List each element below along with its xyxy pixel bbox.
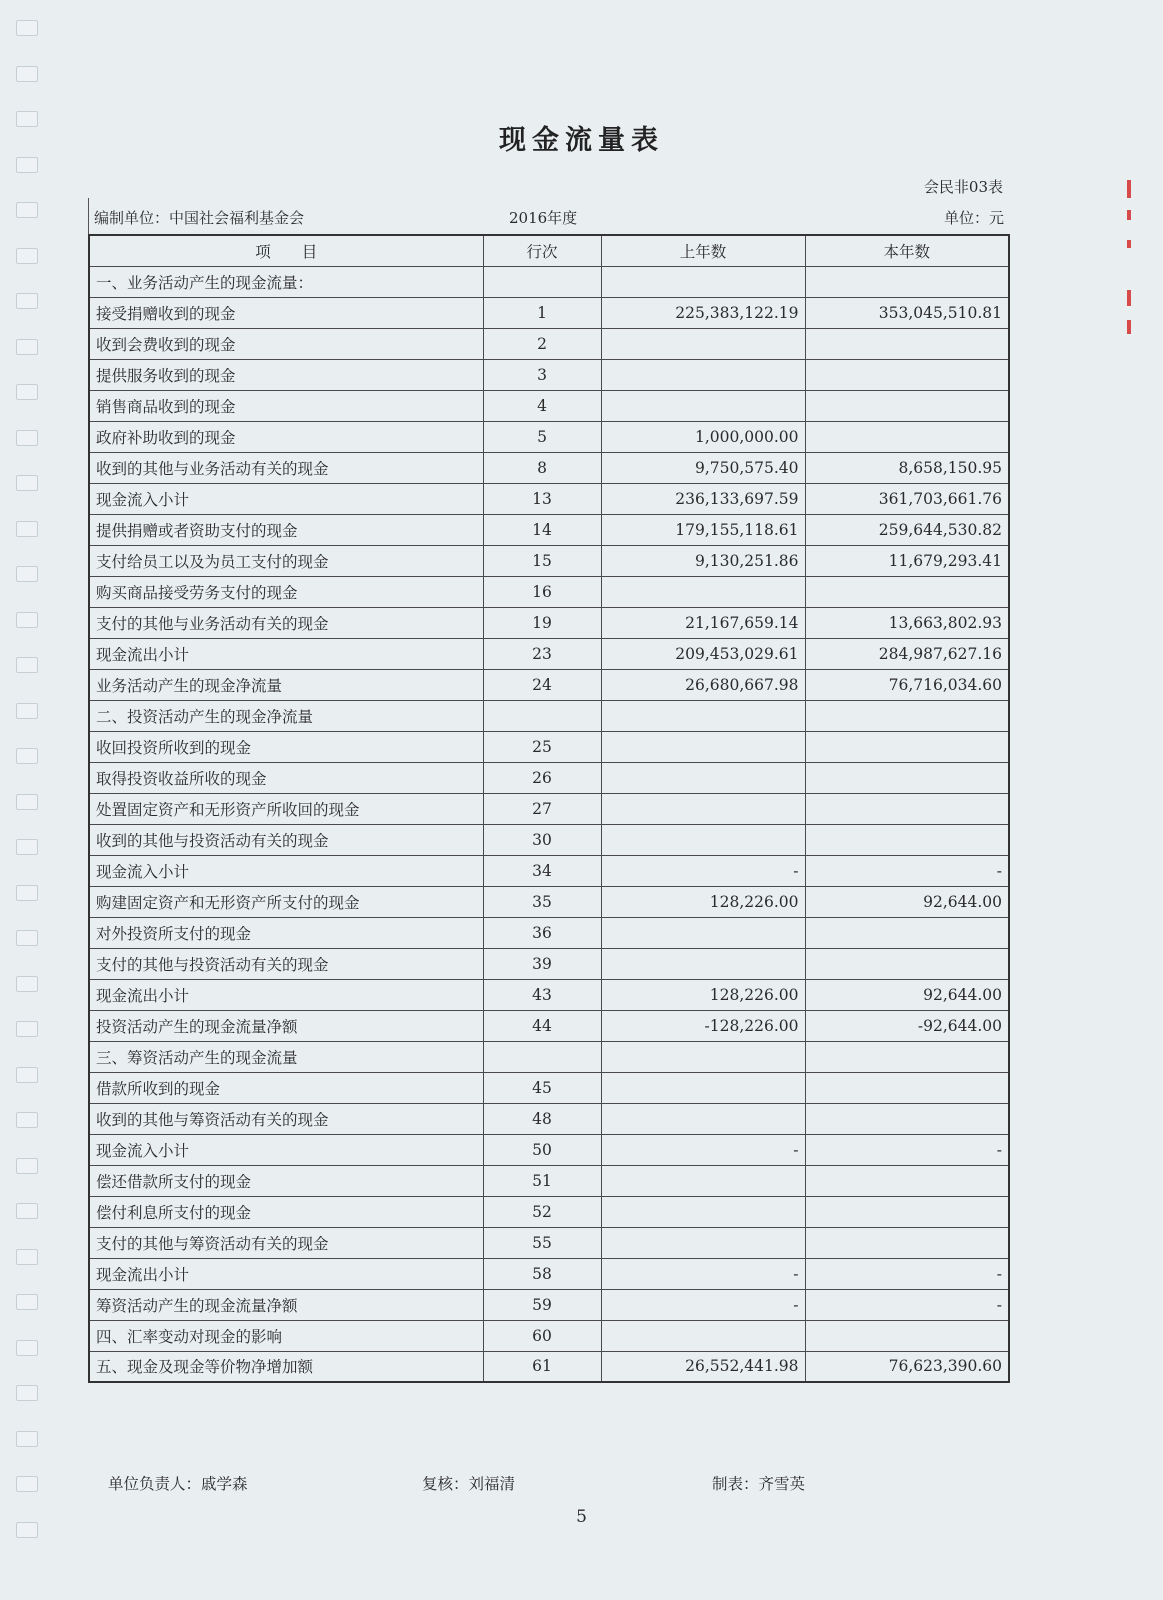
signoff-prepared: 制表：齐雪英 [712, 1475, 806, 1493]
table-row [89, 297, 1009, 328]
row-prev-year: 209,453,029.61 [601, 638, 805, 669]
row-curr-year: 92,644.00 [805, 886, 1009, 917]
row-item: 投资活动产生的现金流量净额 [89, 1010, 483, 1041]
row-item: 一、业务活动产生的现金流量： [89, 266, 483, 297]
row-curr-year: 361,703,661.76 [805, 483, 1009, 514]
page-title: 现金流量表 [499, 125, 664, 156]
table-row [89, 1227, 1009, 1258]
row-prev-year [601, 1103, 805, 1134]
table-row [89, 514, 1009, 545]
row-item: 二、投资活动产生的现金净流量 [89, 700, 483, 731]
row-curr-year [805, 1227, 1009, 1258]
binding-hole [16, 566, 38, 582]
table-row [89, 669, 1009, 700]
header-rule [88, 198, 89, 234]
page-number: 5 [576, 1507, 587, 1527]
row-item: 收到会费收到的现金 [89, 328, 483, 359]
row-curr-year: 284,987,627.16 [805, 638, 1009, 669]
table-row [89, 452, 1009, 483]
row-item: 支付给员工以及为员工支付的现金 [89, 545, 483, 576]
row-line: 43 [483, 979, 601, 1010]
binding-hole [16, 1385, 38, 1401]
row-line: 58 [483, 1258, 601, 1289]
row-line: 30 [483, 824, 601, 855]
row-line: 1 [483, 297, 601, 328]
binding-hole [16, 1203, 38, 1219]
row-prev-year [601, 1227, 805, 1258]
binding-hole [16, 1476, 38, 1492]
signoff-head: 单位负责人：戚学森 [108, 1475, 248, 1493]
table-row [89, 1041, 1009, 1072]
row-line: 19 [483, 607, 601, 638]
row-prev-year [601, 1196, 805, 1227]
table-row [89, 948, 1009, 979]
row-line: 5 [483, 421, 601, 452]
binding-hole [16, 339, 38, 355]
binding-hole [16, 430, 38, 446]
row-item: 支付的其他与筹资活动有关的现金 [89, 1227, 483, 1258]
row-curr-year: - [805, 855, 1009, 886]
row-prev-year: 21,167,659.14 [601, 607, 805, 638]
row-prev-year: - [601, 1258, 805, 1289]
row-item: 提供服务收到的现金 [89, 359, 483, 390]
row-line: 4 [483, 390, 601, 421]
row-line: 27 [483, 793, 601, 824]
table-row [89, 979, 1009, 1010]
row-item: 购买商品接受劳务支付的现金 [89, 576, 483, 607]
row-item: 借款所收到的现金 [89, 1072, 483, 1103]
table-row [89, 421, 1009, 452]
report-year: 2016年度 [509, 209, 578, 227]
table-row [89, 607, 1009, 638]
row-item: 现金流入小计 [89, 483, 483, 514]
table-row [89, 1351, 1009, 1382]
binding-hole [16, 612, 38, 628]
cash-flow-table [88, 234, 1010, 1383]
row-line: 16 [483, 576, 601, 607]
row-prev-year: 236,133,697.59 [601, 483, 805, 514]
row-line: 55 [483, 1227, 601, 1258]
row-item: 偿付利息所支付的现金 [89, 1196, 483, 1227]
row-line: 60 [483, 1320, 601, 1351]
binding-hole [16, 748, 38, 764]
row-line: 45 [483, 1072, 601, 1103]
col-header-prev: 上年数 [601, 235, 805, 266]
row-line: 36 [483, 917, 601, 948]
binding-hole [16, 248, 38, 264]
row-curr-year [805, 1041, 1009, 1072]
row-line: 26 [483, 762, 601, 793]
table-row [89, 824, 1009, 855]
row-item: 收回投资所收到的现金 [89, 731, 483, 762]
row-curr-year [805, 421, 1009, 452]
row-curr-year [805, 1196, 1009, 1227]
row-curr-year [805, 1072, 1009, 1103]
row-item: 政府补助收到的现金 [89, 421, 483, 452]
row-prev-year: 1,000,000.00 [601, 421, 805, 452]
row-prev-year: 128,226.00 [601, 979, 805, 1010]
row-line: 34 [483, 855, 601, 886]
binding-hole [16, 885, 38, 901]
row-item: 现金流入小计 [89, 855, 483, 886]
row-curr-year: 8,658,150.95 [805, 452, 1009, 483]
row-curr-year [805, 1103, 1009, 1134]
row-curr-year: - [805, 1134, 1009, 1165]
row-prev-year: 9,750,575.40 [601, 452, 805, 483]
row-prev-year [601, 731, 805, 762]
table-row [89, 1258, 1009, 1289]
row-item: 现金流出小计 [89, 638, 483, 669]
row-line: 24 [483, 669, 601, 700]
binding-hole [16, 976, 38, 992]
row-item: 支付的其他与业务活动有关的现金 [89, 607, 483, 638]
row-item: 处置固定资产和无形资产所收回的现金 [89, 793, 483, 824]
row-line: 35 [483, 886, 601, 917]
row-line: 25 [483, 731, 601, 762]
table-row [89, 390, 1009, 421]
row-curr-year [805, 731, 1009, 762]
row-line: 39 [483, 948, 601, 979]
table-row [89, 1196, 1009, 1227]
col-header-item: 项 目 [89, 235, 483, 266]
table-row [89, 1072, 1009, 1103]
row-line: 23 [483, 638, 601, 669]
table-row [89, 576, 1009, 607]
row-curr-year: 259,644,530.82 [805, 514, 1009, 545]
table-row [89, 328, 1009, 359]
binding-hole [16, 794, 38, 810]
row-curr-year [805, 948, 1009, 979]
row-line: 15 [483, 545, 601, 576]
binding-hole [16, 66, 38, 82]
row-line: 3 [483, 359, 601, 390]
table-row [89, 700, 1009, 731]
row-item: 提供捐赠或者资助支付的现金 [89, 514, 483, 545]
row-prev-year [601, 328, 805, 359]
org-name: 编制单位：中国社会福利基金会 [94, 209, 305, 227]
table-row [89, 793, 1009, 824]
row-line: 52 [483, 1196, 601, 1227]
row-curr-year: 353,045,510.81 [805, 297, 1009, 328]
row-line: 59 [483, 1289, 601, 1320]
table-row [89, 1289, 1009, 1320]
row-item: 收到的其他与业务活动有关的现金 [89, 452, 483, 483]
binding-hole [16, 1067, 38, 1083]
binding-hole [16, 1249, 38, 1265]
row-item: 销售商品收到的现金 [89, 390, 483, 421]
row-item: 收到的其他与筹资活动有关的现金 [89, 1103, 483, 1134]
row-curr-year [805, 1165, 1009, 1196]
currency-unit: 单位：元 [943, 209, 1004, 227]
binding-hole [16, 1158, 38, 1174]
binding-hole [16, 1112, 38, 1128]
col-header-curr: 本年数 [805, 235, 1009, 266]
binding-hole [16, 521, 38, 537]
row-line [483, 700, 601, 731]
row-curr-year [805, 700, 1009, 731]
row-prev-year [601, 1320, 805, 1351]
row-prev-year: 128,226.00 [601, 886, 805, 917]
row-item: 偿还借款所支付的现金 [89, 1165, 483, 1196]
row-line [483, 1041, 601, 1072]
row-curr-year [805, 762, 1009, 793]
row-item: 对外投资所支付的现金 [89, 917, 483, 948]
binding-hole [16, 202, 38, 218]
table-row [89, 1165, 1009, 1196]
binding-hole [16, 703, 38, 719]
row-item: 购建固定资产和无形资产所支付的现金 [89, 886, 483, 917]
seal-edge [1127, 180, 1133, 350]
binding-hole [16, 293, 38, 309]
row-item: 业务活动产生的现金净流量 [89, 669, 483, 700]
row-prev-year [601, 917, 805, 948]
row-curr-year: - [805, 1258, 1009, 1289]
row-prev-year [601, 390, 805, 421]
row-prev-year [601, 359, 805, 390]
row-prev-year [601, 700, 805, 731]
row-curr-year [805, 824, 1009, 855]
row-curr-year [805, 1320, 1009, 1351]
row-item: 收到的其他与投资活动有关的现金 [89, 824, 483, 855]
binding-hole [16, 1294, 38, 1310]
row-line: 51 [483, 1165, 601, 1196]
table-body [89, 266, 1009, 1382]
row-prev-year [601, 1165, 805, 1196]
binding-hole [16, 657, 38, 673]
binding-hole [16, 1021, 38, 1037]
row-curr-year [805, 793, 1009, 824]
row-curr-year: -92,644.00 [805, 1010, 1009, 1041]
row-line [483, 266, 601, 297]
table-row [89, 731, 1009, 762]
row-item: 筹资活动产生的现金流量净额 [89, 1289, 483, 1320]
row-prev-year [601, 824, 805, 855]
binding-margin [16, 20, 38, 1560]
row-item: 取得投资收益所收的现金 [89, 762, 483, 793]
row-line: 14 [483, 514, 601, 545]
row-curr-year [805, 917, 1009, 948]
row-curr-year: 13,663,802.93 [805, 607, 1009, 638]
row-item: 五、现金及现金等价物净增加额 [89, 1351, 483, 1382]
row-line: 44 [483, 1010, 601, 1041]
col-header-line: 行次 [483, 235, 601, 266]
row-prev-year: -128,226.00 [601, 1010, 805, 1041]
binding-hole [16, 1340, 38, 1356]
row-prev-year: 9,130,251.86 [601, 545, 805, 576]
row-prev-year: 26,680,667.98 [601, 669, 805, 700]
row-item: 接受捐赠收到的现金 [89, 297, 483, 328]
row-prev-year: 179,155,118.61 [601, 514, 805, 545]
table-row [89, 917, 1009, 948]
row-prev-year [601, 1041, 805, 1072]
table-row [89, 1103, 1009, 1134]
row-curr-year [805, 328, 1009, 359]
row-prev-year: - [601, 1134, 805, 1165]
row-prev-year [601, 266, 805, 297]
row-line: 13 [483, 483, 601, 514]
row-item: 现金流入小计 [89, 1134, 483, 1165]
row-curr-year: 76,623,390.60 [805, 1351, 1009, 1382]
row-line: 48 [483, 1103, 601, 1134]
row-line: 50 [483, 1134, 601, 1165]
table-row [89, 483, 1009, 514]
row-item: 现金流出小计 [89, 1258, 483, 1289]
row-prev-year: 26,552,441.98 [601, 1351, 805, 1382]
table-header-row [89, 235, 1009, 266]
row-curr-year [805, 576, 1009, 607]
binding-hole [16, 839, 38, 855]
row-prev-year [601, 1072, 805, 1103]
binding-hole [16, 475, 38, 491]
row-line: 61 [483, 1351, 601, 1382]
row-prev-year [601, 793, 805, 824]
row-curr-year: - [805, 1289, 1009, 1320]
row-item: 三、筹资活动产生的现金流量 [89, 1041, 483, 1072]
binding-hole [16, 384, 38, 400]
table-row [89, 1010, 1009, 1041]
table-row [89, 886, 1009, 917]
table-row [89, 1320, 1009, 1351]
row-line: 2 [483, 328, 601, 359]
row-curr-year: 92,644.00 [805, 979, 1009, 1010]
row-line: 8 [483, 452, 601, 483]
binding-hole [16, 157, 38, 173]
table-row [89, 1134, 1009, 1165]
row-curr-year: 76,716,034.60 [805, 669, 1009, 700]
row-item: 支付的其他与投资活动有关的现金 [89, 948, 483, 979]
row-item: 四、汇率变动对现金的影响 [89, 1320, 483, 1351]
table-row [89, 359, 1009, 390]
row-curr-year [805, 390, 1009, 421]
row-prev-year [601, 948, 805, 979]
row-prev-year: - [601, 1289, 805, 1320]
binding-hole [16, 930, 38, 946]
table-row [89, 762, 1009, 793]
row-curr-year [805, 266, 1009, 297]
row-curr-year: 11,679,293.41 [805, 545, 1009, 576]
table-row [89, 266, 1009, 297]
row-prev-year: - [601, 855, 805, 886]
table-row [89, 545, 1009, 576]
row-curr-year [805, 359, 1009, 390]
row-prev-year [601, 762, 805, 793]
row-prev-year [601, 576, 805, 607]
row-item: 现金流出小计 [89, 979, 483, 1010]
binding-hole [16, 20, 38, 36]
row-prev-year: 225,383,122.19 [601, 297, 805, 328]
binding-hole [16, 1431, 38, 1447]
table-row [89, 855, 1009, 886]
form-code: 会民非03表 [923, 178, 1003, 196]
table-row [89, 638, 1009, 669]
signoff-review: 复核：刘福清 [422, 1475, 516, 1493]
